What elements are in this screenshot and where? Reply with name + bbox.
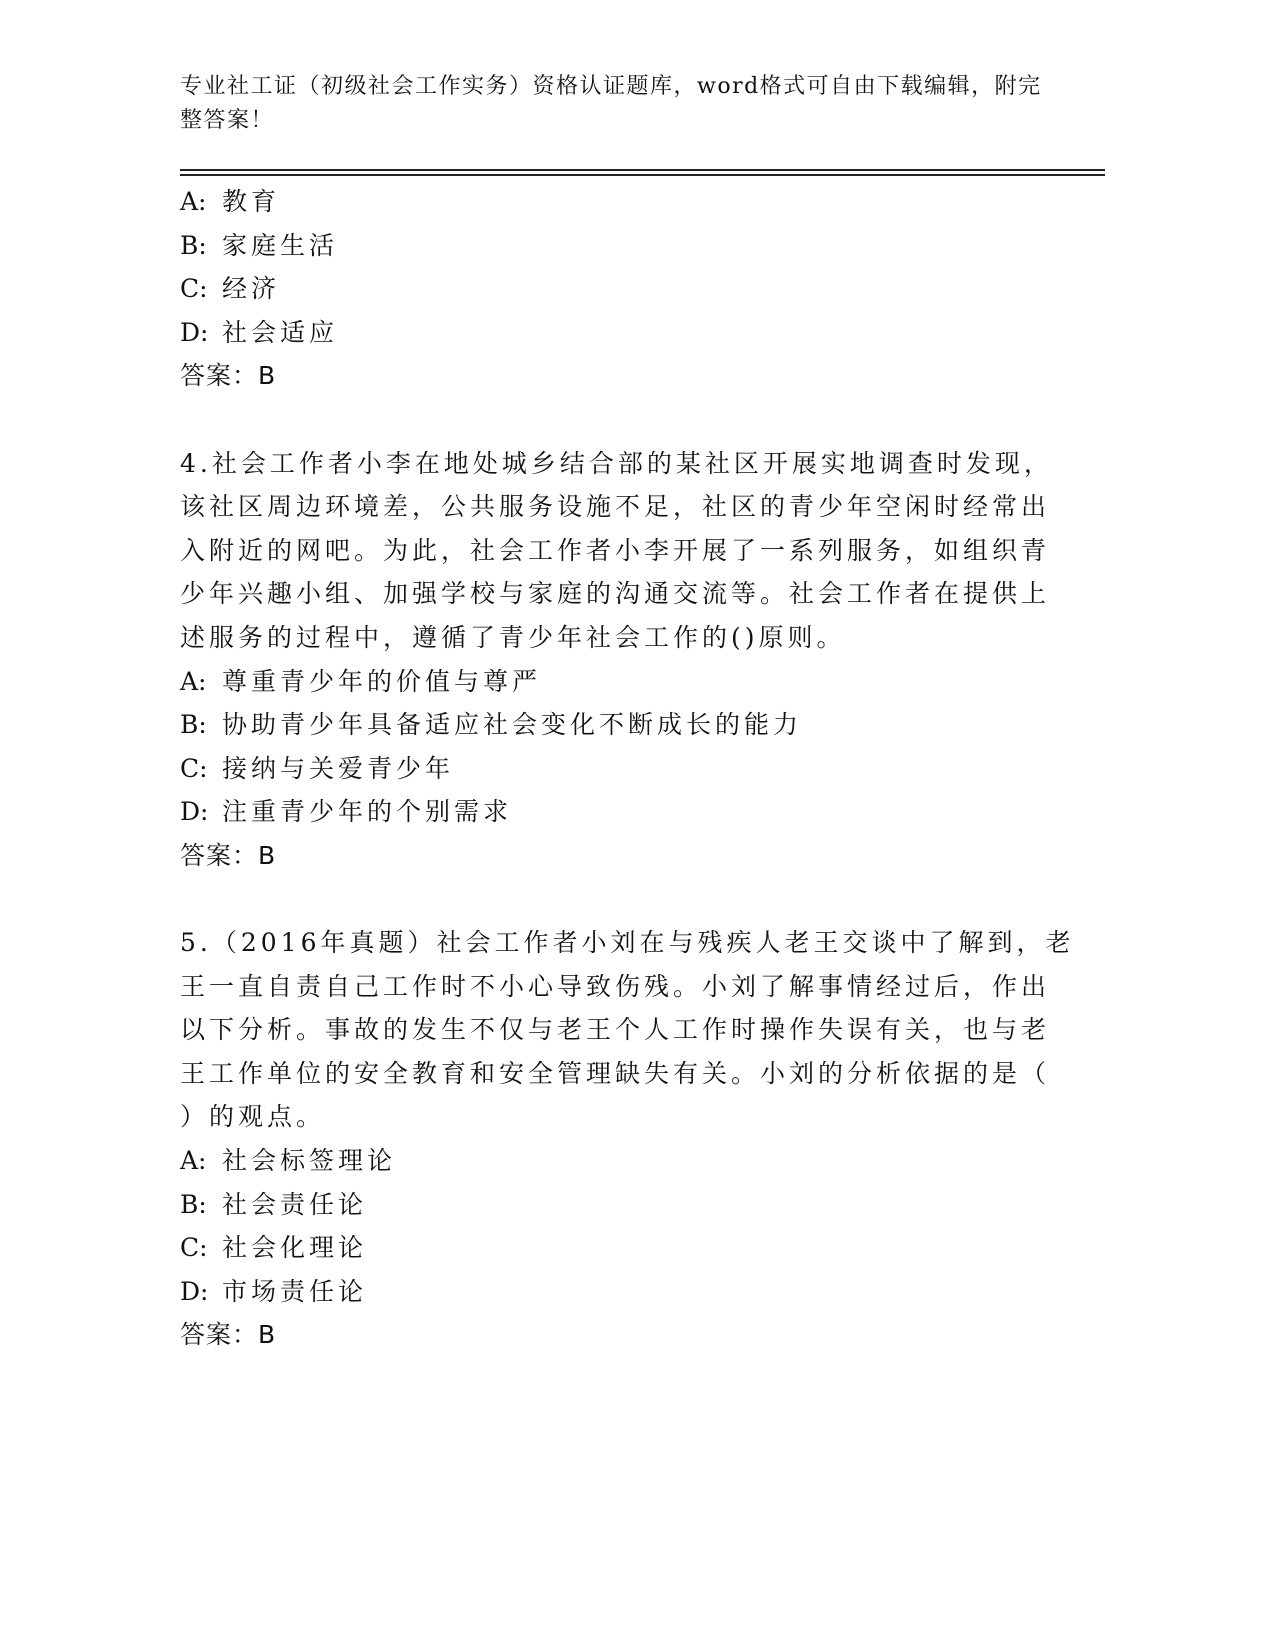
option-label: B: — [180, 710, 207, 740]
spacer — [180, 878, 1050, 922]
question-line: 5.（2016年真题）社会工作者小刘在与残疾人老王交谈中了解到，老 — [180, 928, 1075, 958]
option-label: B: — [180, 1189, 207, 1219]
question-4 — [180, 442, 1053, 878]
question-text — [180, 921, 1075, 1139]
option-text: 注重青少年的个别需求 — [222, 797, 513, 827]
option-text: 教育 — [222, 187, 281, 216]
option-b — [180, 703, 1050, 747]
option-label: A: — [180, 1146, 207, 1176]
option-text: 协助青少年具备适应社会变化不断成长的能力 — [222, 710, 803, 740]
option-label: B: — [180, 230, 207, 260]
option-label: A: — [180, 666, 207, 696]
question-line: 少年兴趣小组、加强学校与家庭的沟通交流等。社会工作者在提供上 — [180, 579, 1051, 609]
option-label: C: — [180, 274, 208, 304]
option-label: C: — [180, 753, 208, 783]
option-a — [180, 1139, 1050, 1183]
option-label: C: — [180, 1233, 208, 1263]
question-5 — [180, 921, 1075, 1357]
option-label: A: — [180, 187, 207, 216]
question-line: 述服务的过程中，遵循了青少年社会工作的()原则。 — [180, 622, 846, 652]
option-c — [180, 1226, 1050, 1270]
question-text — [180, 442, 1053, 660]
option-text: 社会责任论 — [222, 1189, 368, 1219]
option-d — [180, 311, 1050, 355]
option-text: 尊重青少年的价值与尊严 — [222, 666, 542, 696]
option-text: 经济 — [222, 274, 281, 304]
option-text: 社会适应 — [222, 317, 339, 347]
option-d — [180, 790, 1050, 834]
option-d — [180, 1270, 1050, 1314]
answer-line: 答案：B — [180, 840, 277, 870]
header-rule-bottom — [180, 174, 1105, 176]
question-line: ）的观点。 — [180, 1102, 326, 1132]
option-label: D: — [180, 317, 209, 347]
document-header: 专业社工证（初级社会工作实务）资格认证题库，word格式可自由下载编辑，附完整答案！ — [180, 74, 1042, 133]
option-a — [180, 180, 1050, 224]
option-text: 接纳与关爱青少年 — [222, 753, 455, 783]
option-b — [180, 1183, 1050, 1227]
question-line: 4.社会工作者小李在地处城乡结合部的某社区开展实地调查时发现， — [180, 448, 1053, 478]
option-text: 社会标签理论 — [222, 1146, 397, 1176]
option-c — [180, 747, 1050, 791]
answer-line: 答案：B — [180, 1320, 277, 1350]
partial-question — [180, 180, 1050, 398]
question-line: 以下分析。事故的发生不仅与老王个人工作时操作失误有关，也与老 — [180, 1015, 1051, 1045]
question-line: 入附近的网吧。为此，社会工作者小李开展了一系列服务，如组织青 — [180, 535, 1051, 565]
option-b — [180, 224, 1050, 268]
option-text: 市场责任论 — [222, 1276, 368, 1306]
option-c — [180, 267, 1050, 311]
option-label: D: — [180, 1276, 209, 1306]
question-line: 王工作单位的安全教育和安全管理缺失有关。小刘的分析依据的是（ — [180, 1058, 1051, 1088]
option-label: D: — [180, 797, 209, 827]
document-body — [180, 180, 1075, 1357]
question-line: 王一直自责自己工作时不小心导致伤残。小刘了解事情经过后，作出 — [180, 971, 1051, 1001]
option-text: 家庭生活 — [222, 230, 339, 260]
spacer — [180, 398, 1050, 442]
question-line: 该社区周边环境差，公共服务设施不足，社区的青少年空闲时经常出 — [180, 492, 1051, 522]
option-text: 社会化理论 — [222, 1233, 368, 1263]
answer-line: 答案：B — [180, 361, 277, 391]
header-rule-top — [180, 169, 1105, 171]
option-a — [180, 660, 1050, 704]
